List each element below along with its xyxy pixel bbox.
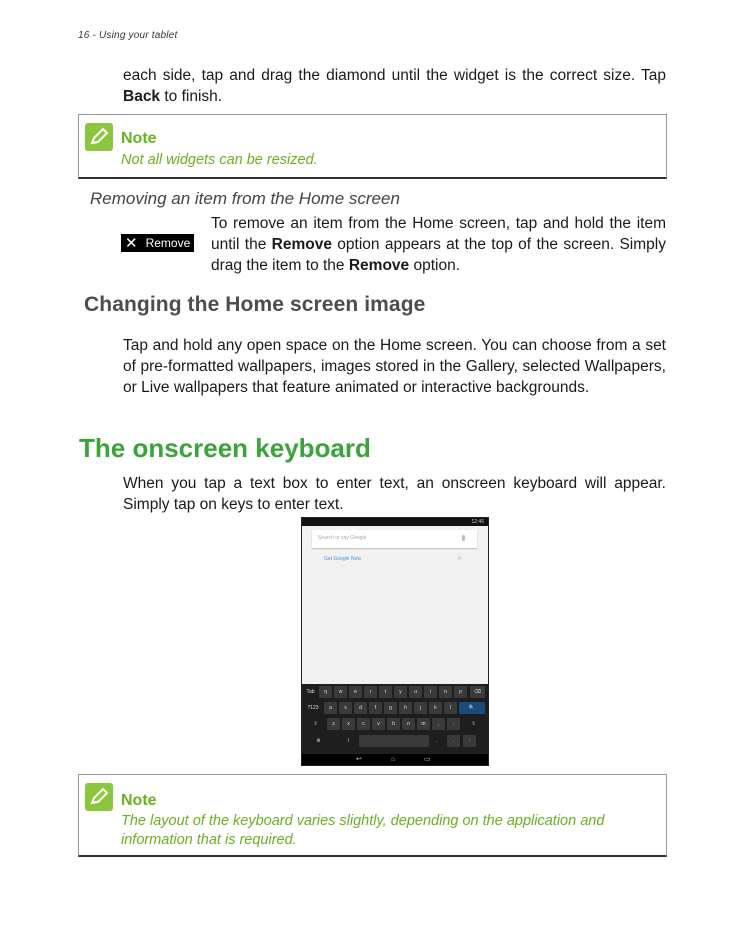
note-text: The layout of the keyboard varies slightly, depending on the application and information that is required.	[121, 813, 605, 848]
key: Tab	[304, 686, 317, 698]
removing-paragraph	[211, 213, 666, 276]
nav-bar	[302, 754, 488, 765]
onscreen-keyboard	[302, 684, 488, 754]
status-time: 12:46	[471, 519, 484, 525]
key: l	[444, 702, 457, 714]
intro-bold-back: Back	[123, 88, 161, 105]
key: t	[379, 686, 392, 698]
key: o	[439, 686, 452, 698]
spacebar	[359, 735, 429, 747]
keyboard-paragraph: When you tap a text box to enter text, an onscreen keyboard will appear. Simply tap on keys to enter text.	[123, 475, 666, 513]
key: v	[372, 718, 385, 730]
key: k	[429, 702, 442, 714]
key: p	[454, 686, 467, 698]
note-title: Note	[121, 130, 157, 147]
key: .	[447, 718, 460, 730]
pencil-icon	[85, 783, 113, 811]
key: ?123	[304, 702, 322, 714]
intro-paragraph	[123, 65, 666, 107]
note-box-keyboard	[78, 774, 667, 857]
removing-text-2: option appears at the top of the screen. Simply drag the item to the	[211, 236, 666, 274]
key: ⇧	[309, 718, 322, 730]
key: b	[387, 718, 400, 730]
key: n	[402, 718, 415, 730]
search-placeholder: Search or say Google	[318, 535, 367, 541]
google-now-link: Get Google Now	[324, 556, 361, 562]
key: f	[369, 702, 382, 714]
microphone-icon	[462, 535, 465, 541]
tablet-screenshot	[301, 517, 489, 766]
key: a	[324, 702, 337, 714]
key: w	[334, 686, 347, 698]
intro-text-1: each side, tap and drag the diamond until the widget is the correct size. Tap	[123, 67, 666, 84]
home-image-paragraph: Tap and hold any open space on the Home screen. You can choose from a set of pre-formatted wallpapers, images stored in the Gallery, selected Wallpapers, or Live wallpapers that feature animated or interactive backgrounds.	[123, 337, 666, 396]
key: m	[417, 718, 430, 730]
removing-bold-2: Remove	[348, 257, 410, 274]
note-title: Note	[121, 792, 157, 809]
key: ⇧	[467, 718, 480, 730]
key: i	[424, 686, 437, 698]
key: :	[463, 735, 476, 747]
key: g	[384, 702, 397, 714]
recent-apps-icon: ▭	[424, 756, 431, 763]
remove-chip-label: Remove	[145, 236, 191, 250]
pencil-icon	[85, 123, 113, 151]
key: d	[354, 702, 367, 714]
key: c	[357, 718, 370, 730]
home-image-heading: Changing the Home screen image	[84, 293, 426, 316]
key: ⌫	[470, 686, 485, 698]
key: /	[342, 735, 355, 747]
close-icon: ✕	[125, 235, 138, 252]
key: q	[319, 686, 332, 698]
remove-chip	[121, 234, 194, 252]
status-bar	[302, 518, 488, 526]
key: e	[349, 686, 362, 698]
keyboard-heading: The onscreen keyboard	[79, 433, 371, 463]
removing-text-3: option.	[409, 257, 461, 274]
back-icon: ↩	[356, 756, 362, 763]
key: y	[394, 686, 407, 698]
intro-text-2: to finish.	[160, 88, 223, 105]
key: z	[327, 718, 340, 730]
search-box	[312, 530, 477, 548]
search-key: 🔍	[459, 702, 485, 714]
key: s	[339, 702, 352, 714]
key: .	[447, 735, 460, 747]
key: ,	[432, 718, 445, 730]
key: u	[409, 686, 422, 698]
key: x	[342, 718, 355, 730]
home-icon: ⌂	[391, 756, 396, 763]
key: h	[399, 702, 412, 714]
removing-text-1: To remove an item from the Home screen, tap and hold the item until the	[211, 215, 666, 253]
key: r	[364, 686, 377, 698]
note-box-widgets	[78, 114, 667, 179]
key: .	[432, 735, 442, 747]
page-header: 16 - Using your tablet	[78, 30, 178, 41]
removing-bold-1: Remove	[271, 236, 332, 253]
key: ⚙	[312, 735, 325, 747]
key: j	[414, 702, 427, 714]
note-text: Not all widgets can be resized.	[121, 152, 318, 168]
close-icon: ✕	[456, 556, 462, 562]
removing-heading: Removing an item from the Home screen	[90, 189, 400, 208]
